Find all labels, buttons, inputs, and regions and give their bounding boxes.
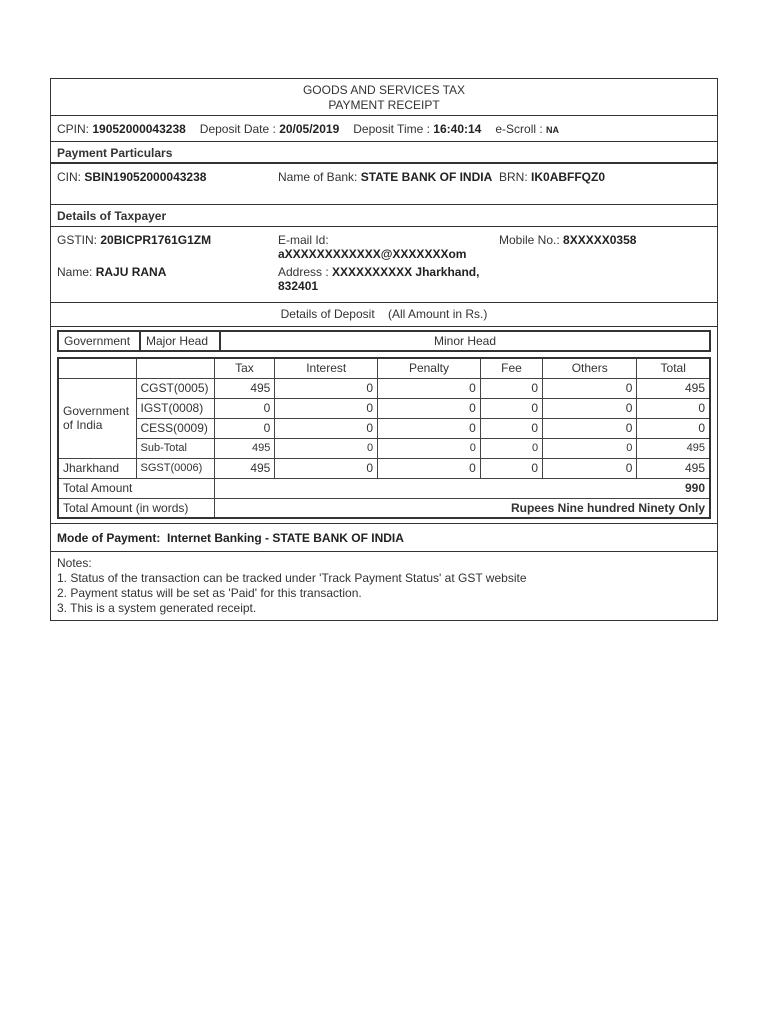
cell: 0 xyxy=(480,378,542,398)
deposit-note: (All Amount in Rs.) xyxy=(388,307,488,321)
cell: 0 xyxy=(543,438,637,458)
deposit-date-field: Deposit Date : 20/05/2019 xyxy=(199,121,340,136)
cell: 0 xyxy=(378,458,481,478)
table-row xyxy=(58,378,710,398)
cell: 495 xyxy=(637,458,710,478)
row-head: CESS(0009) xyxy=(136,418,214,438)
deposit-date-value: 20/05/2019 xyxy=(279,121,340,136)
col-fee: Fee xyxy=(480,358,542,378)
mode-label: Mode of Payment: xyxy=(57,531,161,545)
cell: 0 xyxy=(543,398,637,418)
cell: 495 xyxy=(214,438,275,458)
gstin-field: GSTIN: 20BICPR1761G1ZM xyxy=(57,233,212,247)
cell: 495 xyxy=(214,378,275,398)
bank-field: Name of Bank: STATE BANK OF INDIA xyxy=(278,170,493,184)
cell: 0 xyxy=(480,418,542,438)
mobile-value: 8XXXXX0358 xyxy=(563,233,637,247)
row-head: IGST(0008) xyxy=(136,398,214,418)
cell: 0 xyxy=(214,418,275,438)
taxpayer-details xyxy=(51,227,717,303)
cell: 0 xyxy=(378,438,481,458)
col-tax: Tax xyxy=(214,358,275,378)
total-amount-row xyxy=(58,478,710,498)
major-head-col-header: Major Head xyxy=(140,331,220,351)
total-words-row xyxy=(58,498,710,518)
gstin-value: 20BICPR1761G1ZM xyxy=(100,233,212,247)
notes-heading: Notes: xyxy=(57,556,92,570)
mobile-field: Mobile No.: 8XXXXX0358 xyxy=(499,233,637,247)
total-words-label: Total Amount (in words) xyxy=(58,498,214,518)
cell: 0 xyxy=(378,398,481,418)
total-words-value: Rupees Nine hundred Ninety Only xyxy=(214,498,710,518)
government-col-header: Government xyxy=(58,331,140,351)
mode-of-payment xyxy=(51,524,717,552)
deposit-time-field: Deposit Time : 16:40:14 xyxy=(353,121,482,136)
table-row xyxy=(58,438,710,458)
payment-particulars-heading: Payment Particulars xyxy=(51,142,717,164)
col-interest: Interest xyxy=(275,358,378,378)
cell: 0 xyxy=(637,418,710,438)
address-field: Address : XXXXXXXXXX Jharkhand, 832401 xyxy=(278,265,480,293)
deposit-heading: Details of Deposit (All Amount in Rs.) xyxy=(51,303,717,327)
title-line-2: PAYMENT RECEIPT xyxy=(328,98,440,112)
title-line-1: GOODS AND SERVICES TAX xyxy=(302,83,466,97)
cell: 495 xyxy=(637,438,710,458)
col-total: Total xyxy=(637,358,710,378)
payment-receipt xyxy=(50,78,718,621)
cell: 0 xyxy=(378,418,481,438)
table-row xyxy=(58,398,710,418)
cell: 0 xyxy=(480,458,542,478)
cell: 0 xyxy=(543,378,637,398)
total-amount-label: Total Amount xyxy=(58,478,214,498)
email-field: E-mail Id: aXXXXXXXXXXXX@XXXXXXXom xyxy=(278,233,467,261)
minor-head-col-header: Minor Head xyxy=(220,331,710,351)
bank-value: STATE BANK OF INDIA xyxy=(360,170,493,184)
deposit-time-value: 16:40:14 xyxy=(433,121,482,136)
note-item: 3. This is a system generated receipt. xyxy=(57,601,257,615)
cin-field: CIN: SBIN19052000043238 xyxy=(57,170,207,184)
row-head: CGST(0005) xyxy=(136,378,214,398)
cell: 0 xyxy=(275,438,378,458)
escroll-value: NA xyxy=(546,124,560,135)
state-label: Jharkhand xyxy=(58,458,136,478)
total-amount-value: 990 xyxy=(214,478,710,498)
cell: 0 xyxy=(214,398,275,418)
cell: 0 xyxy=(378,378,481,398)
col-penalty: Penalty xyxy=(378,358,481,378)
receipt-title xyxy=(51,79,717,116)
cell: 495 xyxy=(214,458,275,478)
brn-value: IK0ABFFQZ0 xyxy=(531,170,606,184)
email-value: aXXXXXXXXXXXX@XXXXXXXom xyxy=(278,247,467,261)
cin-value: SBIN19052000043238 xyxy=(84,170,207,184)
address-value: XXXXXXXXXX Jharkhand, 832401 xyxy=(278,265,480,293)
table-header-row xyxy=(58,358,710,378)
cell: 0 xyxy=(480,438,542,458)
brn-field: BRN: IK0ABFFQZ0 xyxy=(499,170,606,184)
cell: 0 xyxy=(275,458,378,478)
cell: 0 xyxy=(543,458,637,478)
deposit-table-wrap xyxy=(51,355,717,524)
government-of-india-label: Government of India xyxy=(58,378,136,458)
payment-particulars-row xyxy=(51,164,717,205)
cell: 0 xyxy=(275,398,378,418)
row-head: Sub-Total xyxy=(136,438,214,458)
cpin-field: CPIN: 19052000043238 xyxy=(57,121,186,136)
name-value: RAJU RANA xyxy=(95,265,167,279)
cell: 0 xyxy=(637,398,710,418)
taxpayer-heading: Details of Taxpayer xyxy=(51,205,717,227)
note-item: 2. Payment status will be set as 'Paid' for this transaction. xyxy=(57,586,362,600)
row-head: SGST(0006) xyxy=(136,458,214,478)
mode-value: Internet Banking - STATE BANK OF INDIA xyxy=(167,531,404,545)
cell: 0 xyxy=(543,418,637,438)
cpin-row xyxy=(51,116,717,142)
table-row xyxy=(58,458,710,478)
cpin-value: 19052000043238 xyxy=(92,121,186,136)
col-others: Others xyxy=(543,358,637,378)
cell: 495 xyxy=(637,378,710,398)
escroll-field: e-Scroll : NA xyxy=(495,121,560,136)
notes xyxy=(51,552,717,620)
table-row xyxy=(58,418,710,438)
cell: 0 xyxy=(275,418,378,438)
note-item: 1. Status of the transaction can be tracked under 'Track Payment Status' at GST website xyxy=(57,571,527,585)
deposit-header xyxy=(51,327,717,355)
cell: 0 xyxy=(480,398,542,418)
cell: 0 xyxy=(275,378,378,398)
name-field: Name: RAJU RANA xyxy=(57,265,167,279)
deposit-table xyxy=(57,357,711,519)
